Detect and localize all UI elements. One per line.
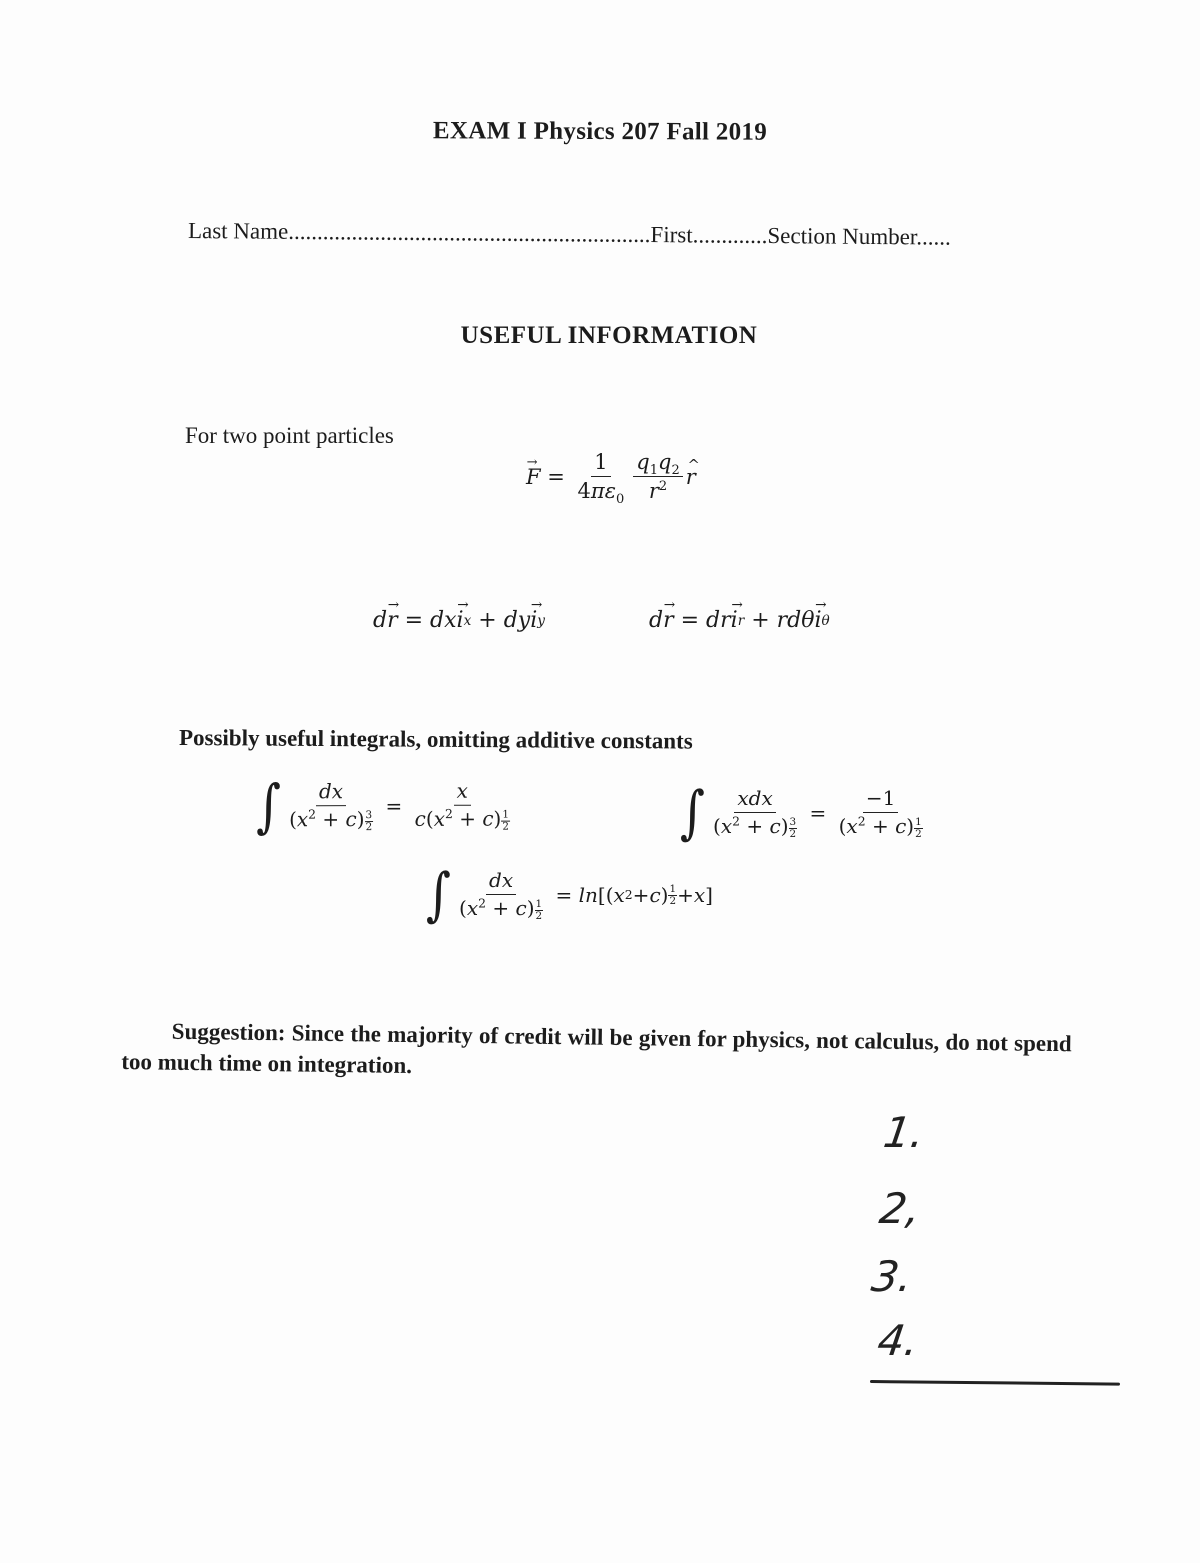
displacement-cartesian-equation: d → r = dx → i x + dy → i y [373,608,545,633]
useful-information-heading: USEFUL INFORMATION [460,322,758,349]
score-item-4: 4. [874,1316,922,1365]
integral-xdx-over-three-halves: ∫ xdx $(x^2 + c)$ $\frac{3}{2}$ = −1 $(x^2 + c)$ $\frac{1}{2}$ [680,779,922,847]
integral-dx-over-one-half: ∫ dx $(x^2 + c)$ $\frac{1}{2}$ = ln [( x 2 + c ) 1 2 + x ] [426,861,713,929]
point-particles-label: For two point particles [185,423,394,448]
suggestion-text: Since the majority of credit will be given for physics, not calculus, do not spend too much time on integration. [121,1020,1072,1079]
suggestion-label: Suggestion: [171,1018,286,1046]
suggestion-paragraph [121,1015,1072,1090]
score-item-2: 2, [876,1184,924,1233]
integral-dx-over-three-halves: ∫ dx $(x^2 + c)$ $\frac{3}{2}$ = x $c(x^2 + c)$ $\frac{1}{2}$ [255,772,510,841]
integrals-heading: Possibly useful integrals, omitting additive constants [178,725,693,754]
exam-title: EXAM I Physics 207 Fall 2019 [432,117,768,146]
score-item-1: 1. [880,1108,928,1157]
coulomb-force-equation: → F = $\frac{1}{4\pi\varepsilon_0}$ $\frac{q_1q_2}{r^2}$ ^ r [526,450,696,503]
score-item-3: 3. [868,1252,916,1301]
name-fill-line: Last Name...............................................................First.............Section Number...... [187,218,951,250]
displacement-polar-equation: d → r = dr → i r + rdθ → i θ [649,608,830,633]
score-total-line [870,1380,1120,1386]
